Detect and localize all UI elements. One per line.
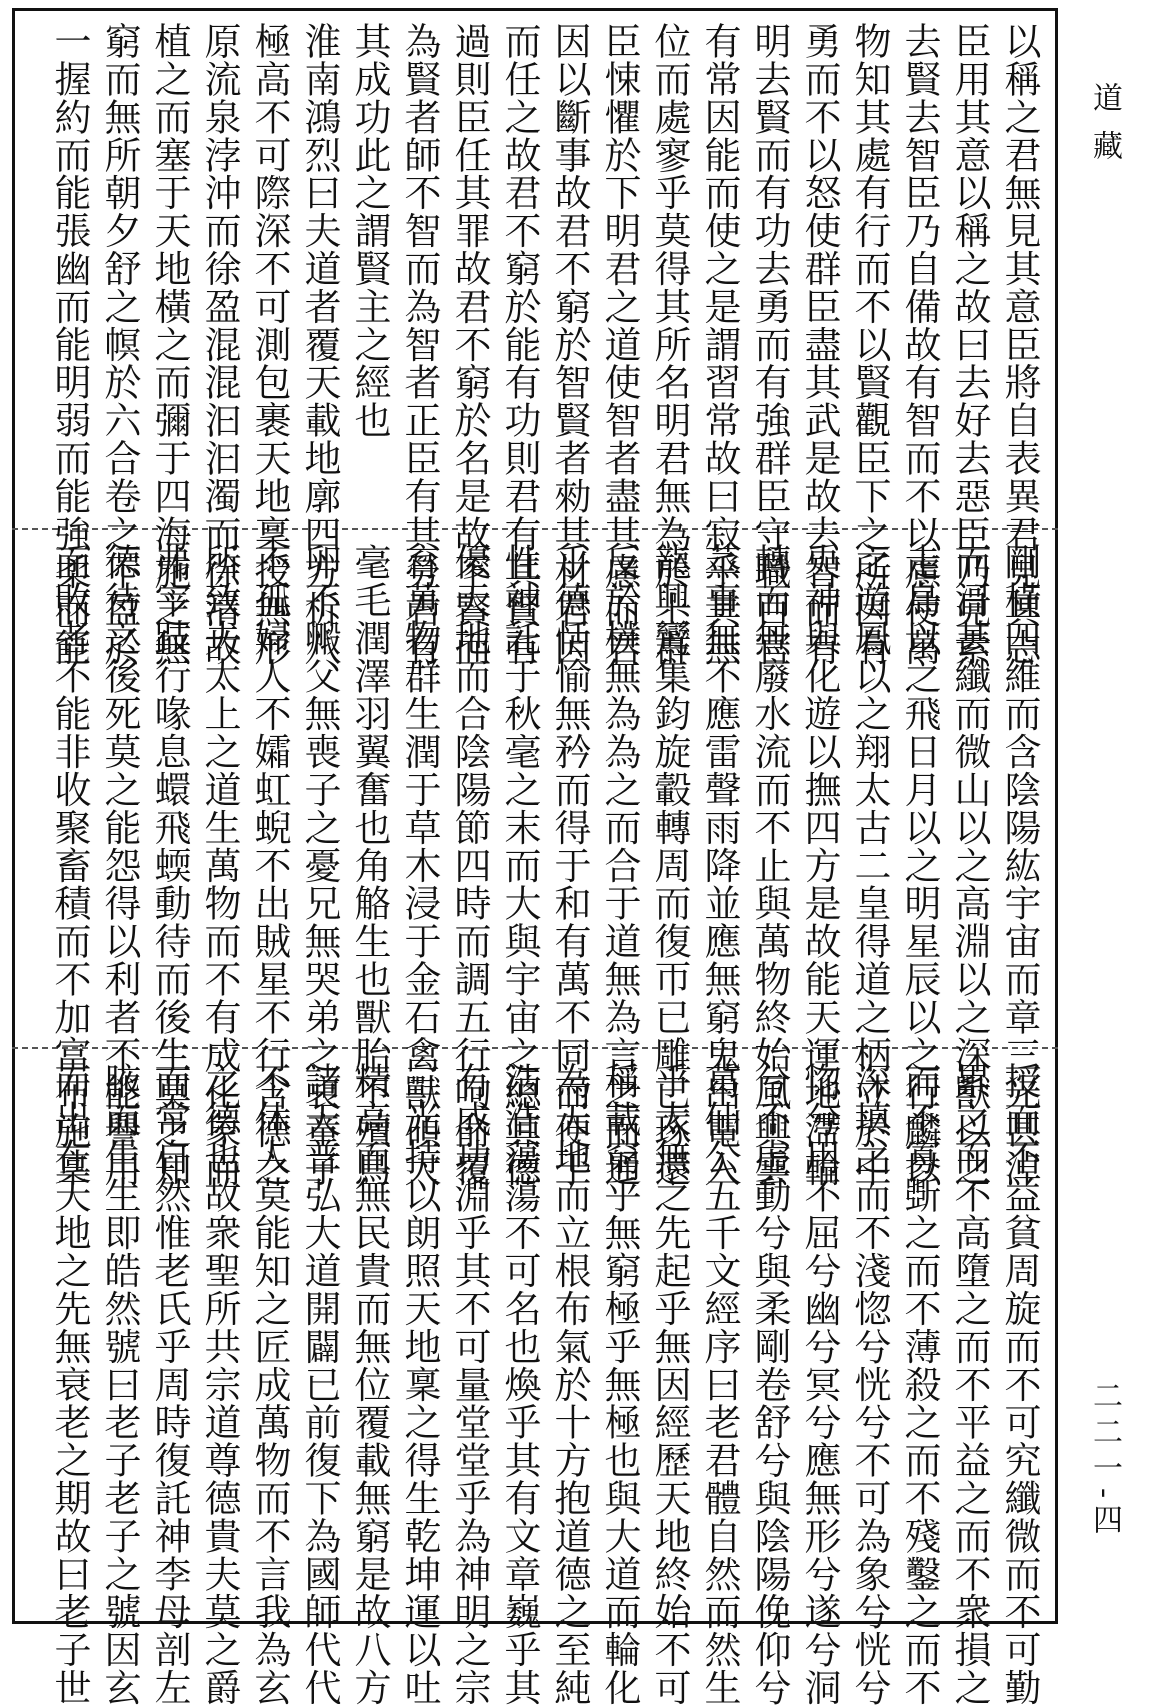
text-column: 弗宰跂行喙息蠉飛蝡動待而後生莫之知 [148, 543, 191, 1188]
text-column: 而常自然惟老氏乎周時復託神李母剖左 [148, 1062, 191, 1706]
text-column: 腋而生生即皓然號曰老子老子之號因玄 [98, 1062, 141, 1706]
text-column: 育萬物群生潤于草木浸于金石禽獸碩大 [398, 543, 441, 1188]
text-column: 以稱之君無見其意臣將自表異君見其志 [998, 22, 1041, 667]
text-column: 授而不益貧周旋而不可究纖微而不可勤 [998, 1062, 1041, 1706]
page-number: 二二一-四 [1087, 1380, 1122, 1541]
text-register-middle [12, 529, 1058, 1188]
text-column: 剛橫四維而含陰陽紘宇宙而章三光甚淖 [998, 543, 1041, 1188]
text-column: 葛仙公五千文經序曰老君體自然而然生 [698, 1062, 741, 1706]
text-column: 兮不虛動兮與柔剛卷舒兮與陰陽俛仰兮 [748, 1062, 791, 1706]
text-column: 原流泉浡沖而徐盈混混汩汩濁而徐清故 [198, 22, 241, 667]
text-column: 臣用其意以稱之故曰去好去惡臣乃見素 [948, 22, 991, 667]
text-column: 有常因能而使之是謂習常故曰寂乎其無 [698, 22, 741, 667]
text-column: 而不寡斲之而不薄殺之而不殘鑿之而不 [898, 1062, 941, 1706]
text-column: 一握約而能張幽而能明弱而能強柔而能 [48, 22, 91, 667]
text-column: 浩浩蕩蕩不可名也煥乎其有文章巍乎其 [498, 1062, 541, 1706]
text-column: 惚兮用不屈兮幽兮冥兮應無形兮遂兮洞 [798, 1062, 841, 1706]
text-register-top [12, 8, 1058, 667]
text-column: 臣悚懼於下明君之道使智者盡其慮而君 [598, 22, 641, 667]
text-column: 累之而不高墮之而不平益之而不衆損之 [948, 1062, 991, 1706]
text-column: 極高不可際深不可測包裹天地稟授無形 [248, 22, 291, 667]
text-column: 不休人莫能知之匠成萬物而不言我為玄 [248, 1062, 291, 1706]
text-column: 勇而不以怒使群臣盡其武是故去智而有 [798, 22, 841, 667]
text-column: 三光持以朗照天地稟之得生乾坤運以吐 [398, 1062, 441, 1706]
text-column: 去賢去智臣乃自備故有智而不以慮使萬 [898, 22, 941, 667]
text-column: 而任之故君不窮於能有功則君有其賢有 [498, 22, 541, 667]
text-column: 有成功淵乎其不可量堂堂乎為神明之宗 [448, 1062, 491, 1706]
text-column: 因以斷事故君不窮於智賢者勑其材君因 [548, 22, 591, 667]
text-column: 為天地而立根布氣於十方抱道德之至純 [548, 1062, 591, 1706]
text-column: 而敗者不能非收聚畜積而不加富布施稟 [48, 543, 91, 1188]
text-column: 窮而無所朝夕舒之幎於六合卷之不盈於 [98, 22, 141, 667]
text-column: 乎太無之先起乎無因經歷天地終始不可 [648, 1062, 691, 1706]
text-column: 龍興鸞集鈞旋轂轉周而復帀已雕已琢還 [648, 543, 691, 1188]
text-column: 優天地而合陰陽節四時而調五行呴俞覆 [448, 543, 491, 1188]
text-column: 不孤婦人不孀虹蜺不出賊星不行含德之 [248, 543, 291, 1188]
text-column: 其成功此之謂賢主之經也 [348, 22, 391, 439]
text-column: 性神託于秋毫之末而大與宇宙之總其德 [498, 543, 541, 1188]
text-column: 卵不毈父無喪子之憂兄無哭弟之哀童子 [298, 543, 341, 1188]
text-column: 央神與化遊以撫四方是故能天運地滯輪 [798, 543, 841, 1188]
text-column: 而出在天地之先無衰老之期故曰老子世 [48, 1062, 91, 1706]
text-column: 稱載窮乎無窮極乎無極也與大道而輪化 [598, 1062, 641, 1706]
text-column: 為賢者師不智而為智者正臣有其勞君有 [398, 22, 441, 667]
canon-title: 道藏 [1087, 82, 1122, 178]
text-column: 德待之後死莫之能怨得以利者不能譽用 [98, 543, 141, 1188]
text-column: 明去賢而有功去勇而有強群臣守職百官 [748, 22, 791, 667]
text-register-bottom [12, 1048, 1058, 1706]
text-column: 乎德恬愉無矜而得于和有萬不同而便于 [548, 543, 591, 1188]
text-column: 深填之而不淺惚兮恍兮不可為象兮恍兮 [848, 1062, 891, 1706]
text-column: 毫毛潤澤羽翼奮也角觡生也獸胎不殰鳥 [348, 543, 391, 1188]
text-column: 淮南鴻烈曰夫道者覆天載地廓四方柝八 [298, 22, 341, 667]
text-column: 位而處寥乎莫得其所名明君無為於上群 [648, 22, 691, 667]
text-column: 物知其處有行而不以賢觀臣下之所因有 [848, 22, 891, 667]
text-column: 走鳥以之飛日月以之明星辰以之行麟以 [898, 543, 941, 1188]
text-column: 反於樸無為為之而合于道無為言之而通 [598, 543, 641, 1188]
text-column: 轉而無廢水流而不止與萬物終始風興雲 [748, 543, 791, 1188]
text-column: 所致夫太上之道生萬物而不有成化象而 [198, 543, 241, 1188]
text-column: 諸天普弘大道開闢已前復下為國師代代 [298, 1062, 341, 1706]
text-column: 植之而塞于天地橫之而彌于四海施之無 [148, 22, 191, 667]
text-column: 之德也故衆聖所共宗道尊德貴夫莫之爵 [198, 1062, 241, 1706]
text-column: 過則臣任其罪故君不窮於名是故不賢而 [448, 22, 491, 667]
text-column: 而滒甚纖而微山以之高淵以之深獸以之 [948, 543, 991, 1188]
text-column: 蒸事無不應雷聲雨降並應無窮鬼出電入 [698, 543, 741, 1188]
text-column: 之遊鳳以之翔太古二皇得道之柄立於中 [848, 543, 891, 1188]
text-column: 精高而無民貴而無位覆載無窮是故八方 [348, 1062, 391, 1706]
